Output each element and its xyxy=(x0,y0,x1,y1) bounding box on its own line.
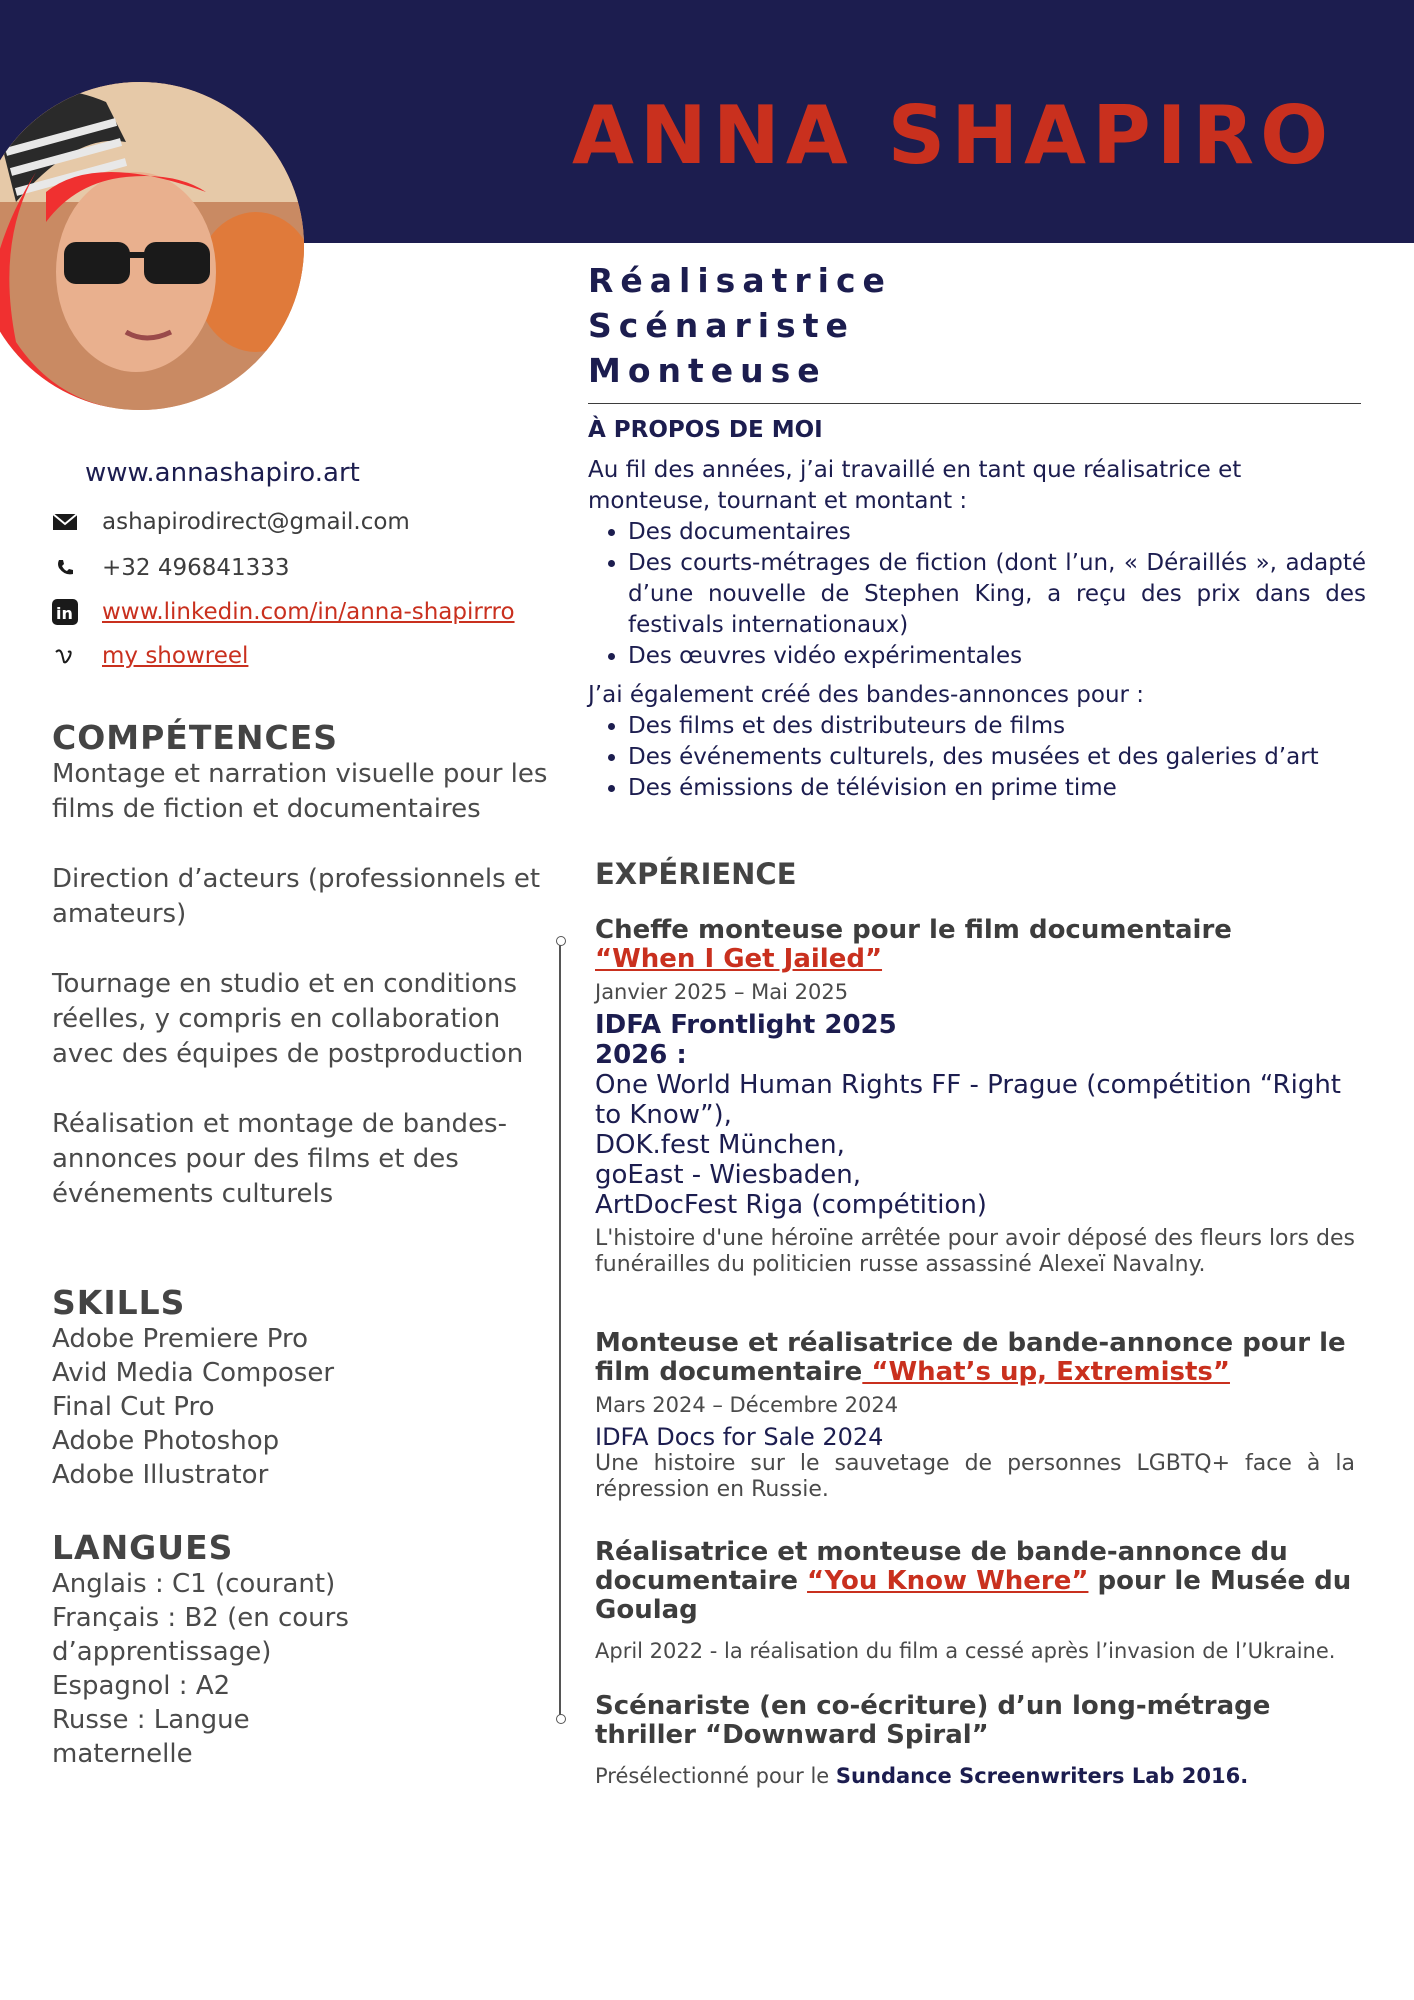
showreel-row xyxy=(50,641,248,671)
envelope-icon xyxy=(50,507,80,537)
festival-item: goEast - Wiesbaden, xyxy=(595,1160,862,1190)
about-item: • Des événements culturels, des musées et des galeries d’art xyxy=(628,742,1366,773)
about-intro: Au fil des années, j’ai travaillé en tant que réalisatrice et monteuse, tournant et montant : xyxy=(588,457,1242,514)
experience-date: April 2022 - la réalisation du film a cessé après l’invasion de l’Ukraine. xyxy=(595,1639,1336,1663)
about-item: • Des œuvres vidéo expérimentales xyxy=(628,641,1366,672)
experience-date: Janvier 2025 – Mai 2025 xyxy=(595,980,849,1004)
festival-list xyxy=(595,1070,1355,1220)
section-title: COMPÉTENCES xyxy=(52,718,339,757)
competence-item: Tournage en studio et en conditions réelles, y compris en collaboration avec des équipes de postproduction xyxy=(52,969,524,1069)
section-title: SKILLS xyxy=(52,1283,186,1322)
timeline-dot xyxy=(556,936,566,946)
experience-note: Présélectionné pour le Sundance Screenwriters Lab 2016. xyxy=(595,1764,1249,1788)
film-link[interactable]: “You Know Where” xyxy=(807,1566,1089,1596)
experience-item xyxy=(595,1538,1355,1663)
festival-year: 2026 : xyxy=(595,1040,687,1070)
film-link[interactable]: “When I Get Jailed” xyxy=(595,944,883,974)
about-item: • Des documentaires xyxy=(628,517,1366,548)
section-title: LANGUES xyxy=(52,1528,234,1567)
linkedin-row xyxy=(50,597,515,627)
competences-section xyxy=(52,718,552,1212)
competence-item: Montage et narration visuelle pour les films de fiction et documentaires xyxy=(52,759,548,824)
festival-item: One World Human Rights FF - Prague (compétition “Right to Know”), xyxy=(595,1070,1341,1130)
timeline-dot xyxy=(556,1714,566,1724)
experience-description: L'histoire d'une héroïne arrêtée pour avoir déposé des fleurs lors des funérailles du politicien russe assassiné Alexeï Navalny. xyxy=(595,1226,1355,1277)
timeline-line xyxy=(559,940,561,1720)
experience-item xyxy=(595,916,1355,1278)
vimeo-icon xyxy=(50,641,80,671)
experience-description: Une histoire sur le sauvetage de personnes LGBTQ+ face à la répression en Russie. xyxy=(595,1451,1355,1502)
language-item: Russe : Langue maternelle xyxy=(52,1705,250,1769)
role-title: Monteuse xyxy=(588,351,827,390)
competence-item: Réalisation et montage de bandes-annonces pour des films et des événements culturels xyxy=(52,1109,507,1209)
experience-role: Scénariste (en co-écriture) d’un long-métrage thriller “Downward Spiral” xyxy=(595,1691,1271,1750)
about-item: • Des émissions de télévision en prime time xyxy=(628,773,1366,804)
competence-item: Direction d’acteurs (professionnels et amateurs) xyxy=(52,864,541,929)
about-item: • Des films et des distributeurs de films xyxy=(628,711,1366,742)
website-link[interactable]: www.annashapiro.art xyxy=(85,458,360,488)
film-link[interactable]: “What’s up, Extremists” xyxy=(862,1357,1230,1387)
phone-row xyxy=(50,553,290,583)
about-item: • Des courts-métrages de fiction (dont l’un, « Déraillés », adapté d’une nouvelle de Stephen King, a reçu des prix dans des festivals internationaux) xyxy=(628,548,1366,641)
email-text[interactable]: ashapirodirect@gmail.com xyxy=(102,509,410,535)
sundance-label: Sundance Screenwriters Lab 2016. xyxy=(835,1764,1249,1788)
divider xyxy=(588,403,1361,404)
experience-role: Monteuse et réalisatrice de bande-annonce pour le film documentaire “What’s up, Extremists” xyxy=(595,1328,1346,1387)
role-titles xyxy=(588,258,892,393)
about-title: À PROPOS DE MOI xyxy=(588,417,823,443)
linkedin-link[interactable]: www.linkedin.com/in/anna-shapirrro xyxy=(102,599,515,625)
role-title: Scénariste xyxy=(588,306,855,345)
linkedin-icon xyxy=(50,597,80,627)
svg-text:in: in xyxy=(56,604,73,623)
language-item: Anglais : C1 (courant) xyxy=(52,1569,336,1599)
skill-item: Adobe Premiere Pro xyxy=(52,1324,309,1354)
showreel-link[interactable]: my showreel xyxy=(102,643,249,669)
skill-item: Adobe Photoshop xyxy=(52,1426,280,1456)
festival-item: DOK.fest München, xyxy=(595,1130,845,1160)
festival-name: IDFA Docs for Sale 2024 xyxy=(595,1423,884,1451)
role-title: Réalisatrice xyxy=(588,261,892,300)
about-text xyxy=(588,455,1366,812)
langues-section xyxy=(52,1528,382,1771)
experience-date: Mars 2024 – Décembre 2024 xyxy=(595,1393,899,1417)
language-item: Français : B2 (en cours d’apprentissage) xyxy=(52,1603,349,1667)
person-name: ANNA SHAPIRO xyxy=(572,89,1335,182)
about-intro-2: J’ai également créé des bandes-annonces pour : xyxy=(588,682,1145,708)
festival-item: ArtDocFest Riga (compétition) xyxy=(595,1190,987,1220)
phone-text[interactable]: +32 496841333 xyxy=(102,555,290,581)
experience-title: EXPÉRIENCE xyxy=(595,857,797,891)
festival-name: IDFA Frontlight 2025 xyxy=(595,1010,897,1040)
skills-section xyxy=(52,1283,552,1492)
skill-item: Adobe Illustrator xyxy=(52,1460,269,1490)
skill-item: Avid Media Composer xyxy=(52,1358,335,1388)
skill-item: Final Cut Pro xyxy=(52,1392,215,1422)
experience-item xyxy=(595,1329,1355,1503)
experience-item xyxy=(595,1692,1355,1788)
language-item: Espagnol : A2 xyxy=(52,1671,231,1701)
email-row xyxy=(50,507,410,537)
experience-role: Réalisatrice et monteuse de bande-annonce du documentaire “You Know Where” pour le Musée du Goulag xyxy=(595,1537,1352,1625)
phone-icon xyxy=(50,553,80,583)
experience-role: Cheffe monteuse pour le film documentaire “When I Get Jailed” xyxy=(595,915,1232,974)
